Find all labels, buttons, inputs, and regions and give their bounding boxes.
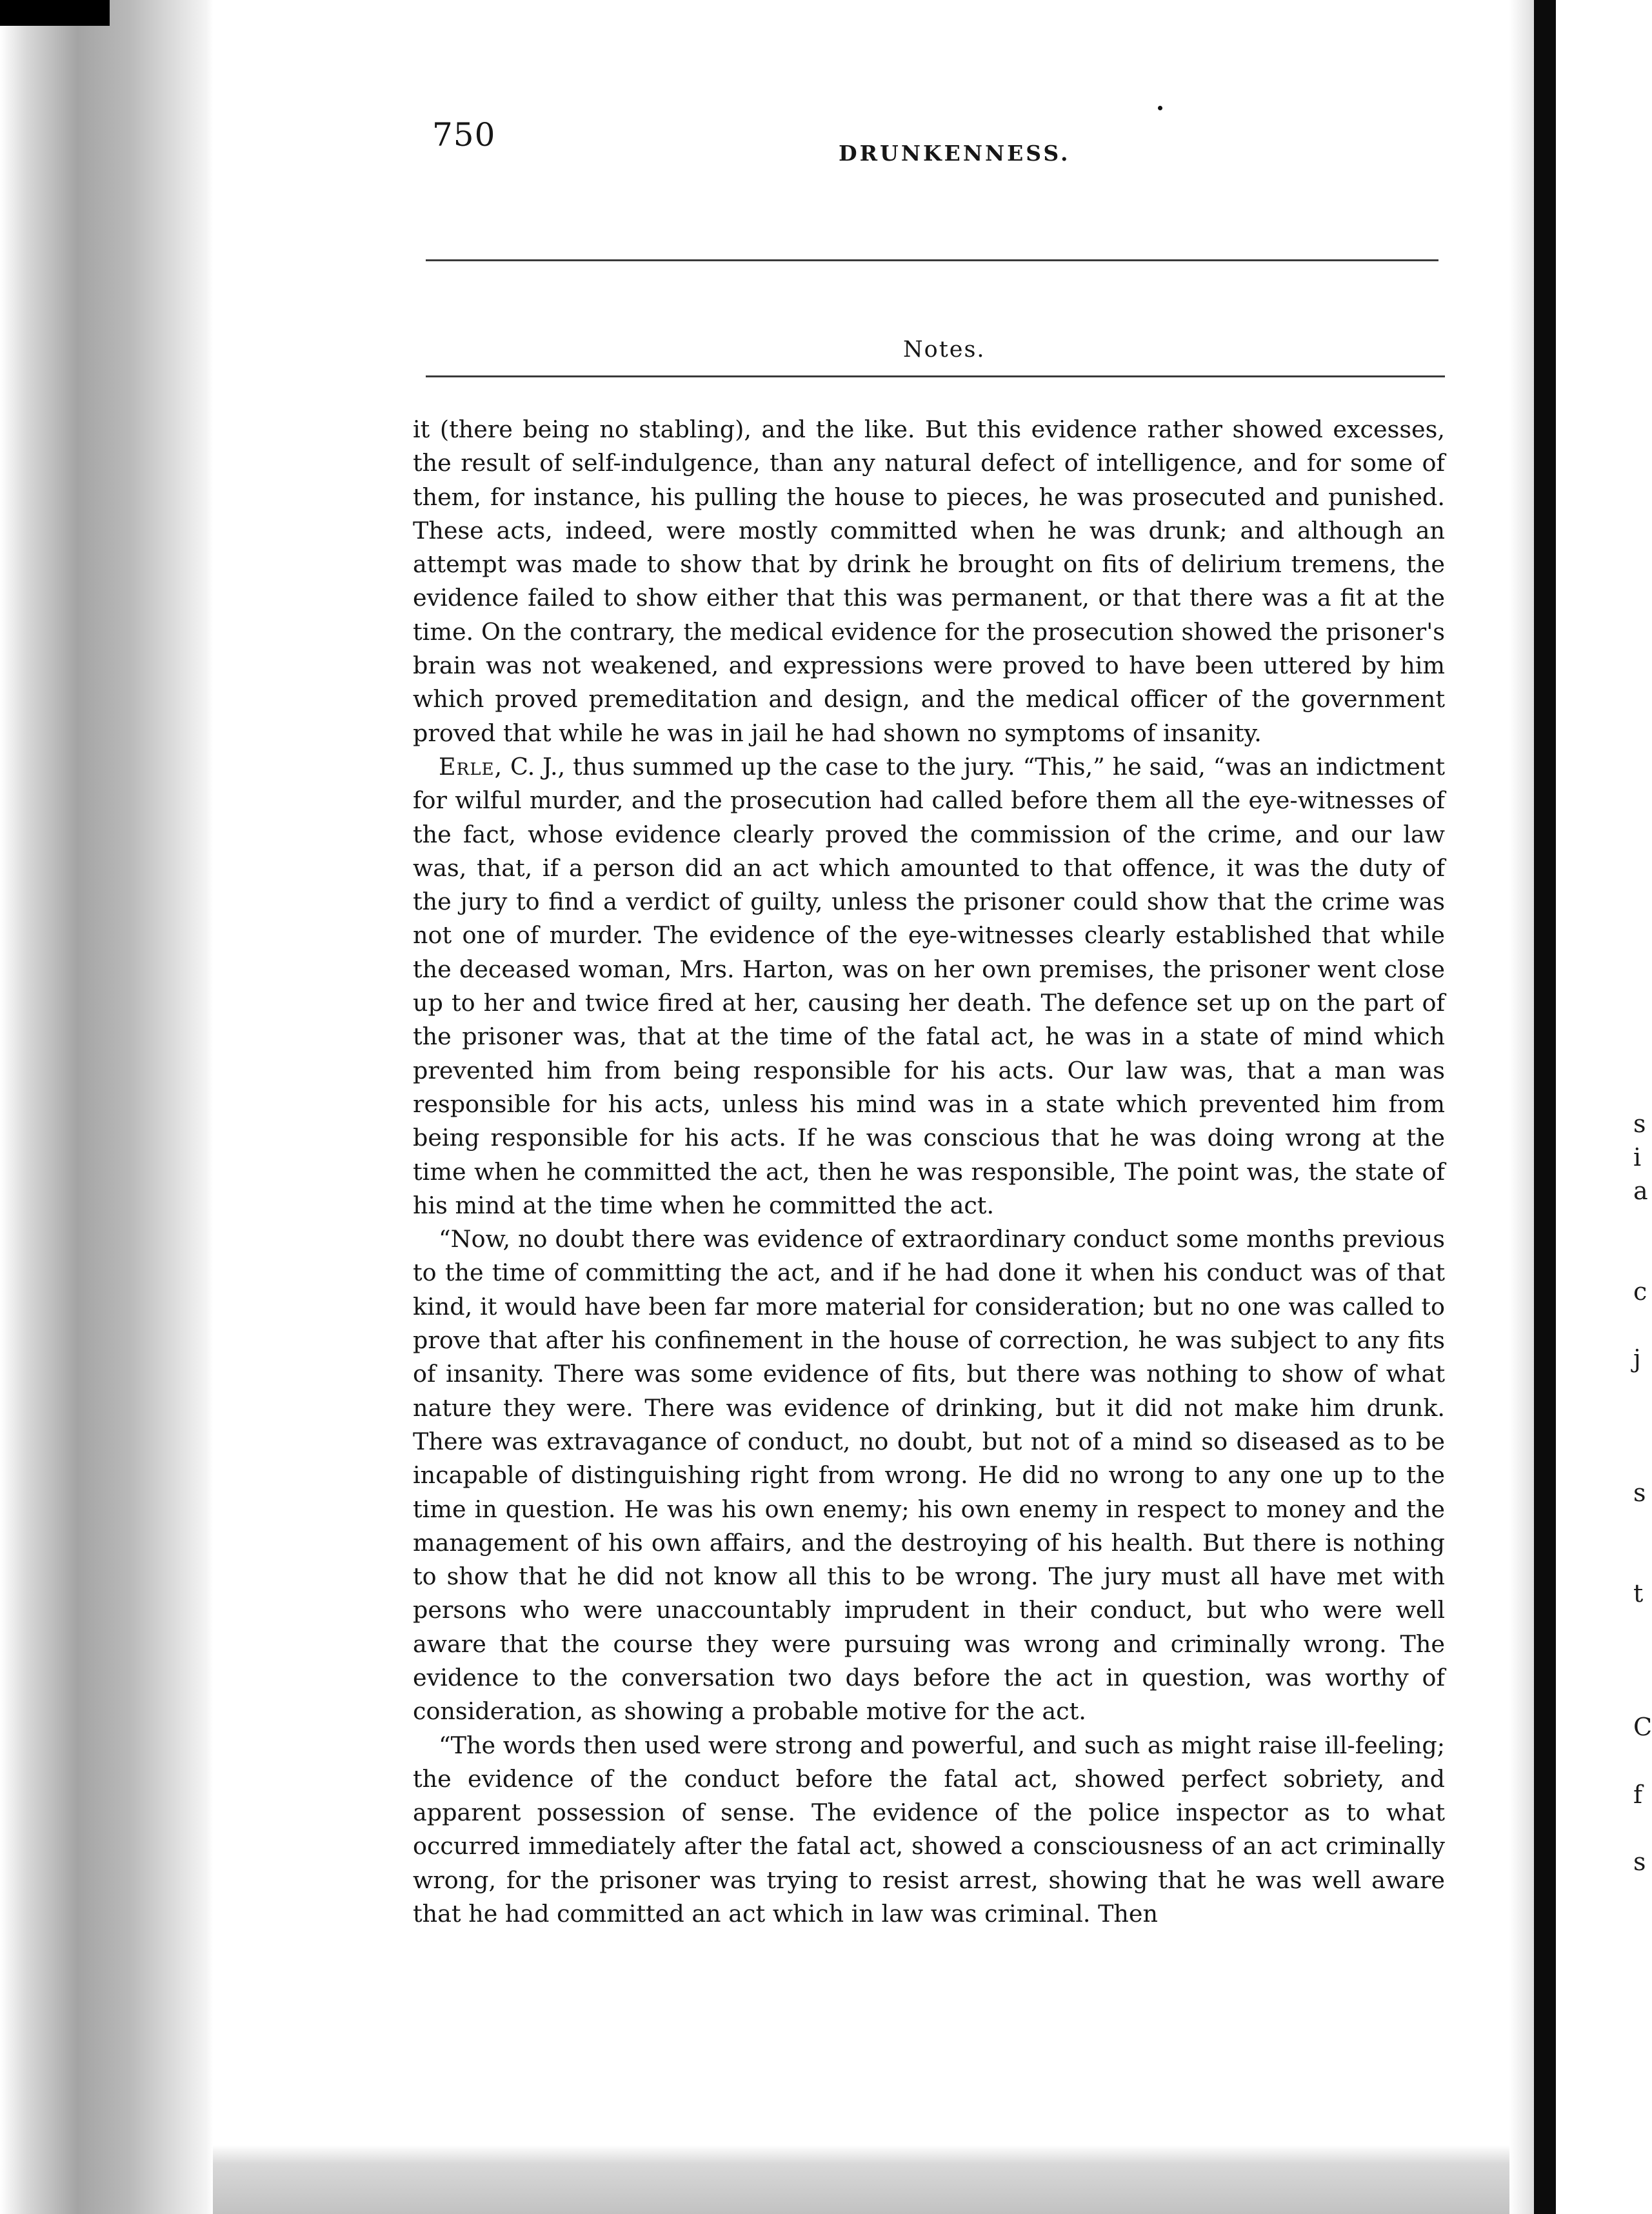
paragraph-text: it (there being no stabling), and the like. But this evidence rather showed excesses, the result of self-indulgence, than any natural defect of intelligence, and for some of them, for instance, his pulling the house to pieces, he was prosecuted and punished. These acts, indeed, were mostly committed when he was drunk; and although an attempt was made to show that by drink he brought on fits of delirium tremens, the evidence failed to show either that this was permanent, or that there was a fit at the time. On the contrary, the medical evidence for the prosecution showed the prisoner's brain was not weakened, and expressions were proved to have been uttered by him which proved premeditation and design, and the medical officer of the government proved that while he was in jail he had shown no symptoms of insanity. xyxy=(413,415,1445,747)
adjacent-page-fragment: s xyxy=(1633,1479,1646,1507)
header-rule-top xyxy=(426,259,1438,261)
paragraph xyxy=(413,1729,1445,1931)
adjacent-page-edge xyxy=(1556,0,1652,2214)
paragraph-text: “Now, no doubt there was evidence of extraordinary conduct some months previous to the time of committing the act, and if he had done it when his conduct was of that kind, it would have been far more material for consideration; but no one was called to prove that after his confinement in the house of correction, he was subject to any fits of insanity. There was some evidence of fits, but there was nothing to show of what nature they were. There was evidence of drinking, but it did not make him drunk. There was extravagance of conduct, no doubt, but not of a mind so diseased as to be incapable of distinguishing right from wrong. He did no wrong to any one up to the time in question. He was his own enemy; his own enemy in respect to money and the management of his own affairs, and the destroying of his health. But there is nothing to show that he did not know all this to be wrong. The jury must all have met with persons who were unaccountably imprudent in their conduct, but who were well aware that the course they were pursuing was wrong and criminally wrong. The evidence to the conversation two days before the act in question, was worthy of consideration, as showing a probable motive for the act. xyxy=(413,1225,1445,1726)
book-spine-gutter xyxy=(1534,0,1556,2214)
section-label: Notes. xyxy=(903,337,986,363)
paragraph xyxy=(413,413,1445,750)
adjacent-page-fragment: c xyxy=(1633,1277,1647,1306)
page-number: 750 xyxy=(432,116,496,154)
ink-speck xyxy=(1158,106,1162,110)
bottom-page-edge xyxy=(213,2145,1522,2214)
paragraph-text: “The words then used were strong and powerful, and such as might raise ill-feeling; the evidence of the conduct before the fatal act, showed perfect sobriety, and apparent possession of sense. The evidence of the police inspector as to what occurred immediately after the fatal act, showed a consciousness of an act criminally wrong, for the prisoner was trying to resist arrest, showing that he was well aware that he had committed an act which in law was criminal. Then xyxy=(413,1731,1445,1928)
header-rule-bottom xyxy=(426,375,1445,377)
paragraph xyxy=(413,1222,1445,1728)
judge-name: Erle, xyxy=(439,752,503,781)
adjacent-page-fragment: j xyxy=(1633,1344,1641,1373)
adjacent-page-fragment: s xyxy=(1633,1110,1646,1138)
paragraph xyxy=(413,750,1445,1222)
adjacent-page-fragment: C xyxy=(1633,1713,1652,1741)
adjacent-page-fragment: s xyxy=(1633,1848,1646,1876)
gutter-shadow xyxy=(1509,0,1534,2214)
adjacent-page-fragment: a xyxy=(1633,1177,1648,1205)
running-title: DRUNKENNESS. xyxy=(839,141,1071,166)
page-content xyxy=(413,110,1445,1928)
adjacent-page-fragment: i xyxy=(1633,1143,1642,1172)
body-text xyxy=(413,413,1445,1931)
paragraph-text: C. J., thus summed up the case to the jury. “This,” he said, “was an indictment for wilful murder, and the prosecution had called before them all the eye-witnesses of the fact, whose evidence clearly proved the commission of the crime, and our law was, that, if a person did an act which amounted to that offence, it was the duty of the jury to find a verdict of guilty, unless the prisoner could show that the crime was not one of murder. The evidence of the eye-witnesses clearly established that while the deceased woman, Mrs. Harton, was on her own premises, the prisoner went close up to her and twice fired at her, causing her death. The defence set up on the part of the prisoner was, that at the time of the fatal act, he was in a state of mind which prevented him from being responsible for his acts. Our law was, that a man was responsible for his acts, unless his mind was in a state which prevented him from being responsible for his acts. If he was conscious that he was doing wrong at the time when he committed the act, then he was responsible, The point was, the state of his mind at the time when he committed the act. xyxy=(413,752,1445,1219)
scan-corner-shadow xyxy=(0,0,110,26)
adjacent-page-fragment: t xyxy=(1633,1579,1644,1608)
adjacent-page-fragment: f xyxy=(1633,1780,1643,1809)
running-head xyxy=(413,110,1445,168)
left-book-edge xyxy=(0,0,213,2214)
